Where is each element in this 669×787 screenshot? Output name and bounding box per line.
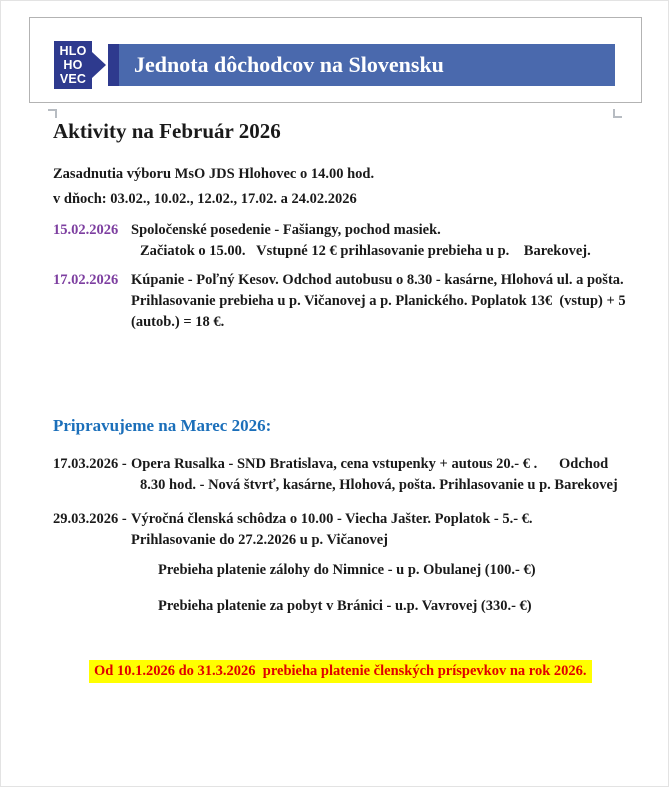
logo-line: HLO bbox=[59, 44, 87, 58]
margin-corner-mark-left bbox=[48, 109, 57, 118]
logo-arrow-icon bbox=[92, 52, 106, 78]
payment-note-branica: Prebieha platenie za pobyt v Bránici - u.p. Vavrovej (330.- €) bbox=[158, 598, 532, 614]
event-feb-15 bbox=[53, 220, 591, 262]
event-line: Prihlasovanie prebieha u p. Vičanovej a p. Planického. Poplatok 13€ (vstup) + 5 bbox=[131, 293, 626, 309]
event-date: 29.03.2026 - bbox=[53, 511, 127, 527]
meeting-info-line: v dňoch: 03.02., 10.02., 12.02., 17.02. a 24.02.2026 bbox=[53, 191, 357, 207]
event-line: (autob.) = 18 €. bbox=[131, 314, 225, 330]
title-banner bbox=[108, 44, 615, 86]
event-feb-17 bbox=[53, 270, 626, 333]
page-title: Aktivity na Február 2026 bbox=[53, 119, 281, 143]
event-line: Začiatok o 15.00. Vstupné 12 € prihlasovanie prebieha u p. Barekovej. bbox=[140, 243, 591, 259]
event-line: Kúpanie - Poľný Kesov. Odchod autobusu o 8.30 - kasárne, Hlohová ul. a pošta. bbox=[131, 272, 624, 288]
organization-title: Jednota dôchodcov na Slovensku bbox=[134, 52, 444, 77]
event-line: Prihlasovanie do 27.2.2026 u p. Vičanovej bbox=[131, 532, 388, 548]
event-date: 15.02.2026 bbox=[53, 222, 119, 238]
event-line: 8.30 hod. - Nová štvrť, kasárne, Hlohová, pošta. Prihlasovanie u p. Barekovej bbox=[140, 477, 618, 493]
payment-note-nimnica: Prebieha platenie zálohy do Nimnice - u p. Obulanej (100.- €) bbox=[158, 562, 536, 578]
meeting-info-line: Zasadnutia výboru MsO JDS Hlohovec o 14.00 hod. bbox=[53, 166, 375, 182]
banner-accent-strip bbox=[108, 44, 119, 86]
march-section-heading: Pripravujeme na Marec 2026: bbox=[53, 416, 272, 435]
membership-fee-notice: Od 10.1.2026 do 31.3.2026 prebieha platenie členských príspevkov na rok 2026. bbox=[89, 660, 592, 683]
hlohovec-logo bbox=[54, 41, 92, 89]
event-line: Spoločenské posedenie - Fašiangy, pochod masiek. bbox=[131, 222, 441, 238]
event-date: 17.03.2026 - bbox=[53, 456, 127, 472]
event-mar-17 bbox=[53, 454, 618, 496]
logo-line: VEC bbox=[59, 72, 87, 86]
event-mar-29 bbox=[53, 509, 533, 551]
logo-line: HO bbox=[63, 58, 83, 72]
header-box bbox=[29, 17, 642, 103]
event-date: 17.02.2026 bbox=[53, 272, 119, 288]
event-line: Opera Rusalka - SND Bratislava, cena vstupenky + autous 20.- € . Odchod bbox=[131, 456, 609, 472]
margin-corner-mark-right bbox=[613, 109, 622, 118]
event-line: Výročná členská schôdza o 10.00 - Viecha Jašter. Poplatok - 5.- €. bbox=[131, 511, 533, 527]
meeting-info bbox=[53, 162, 374, 212]
